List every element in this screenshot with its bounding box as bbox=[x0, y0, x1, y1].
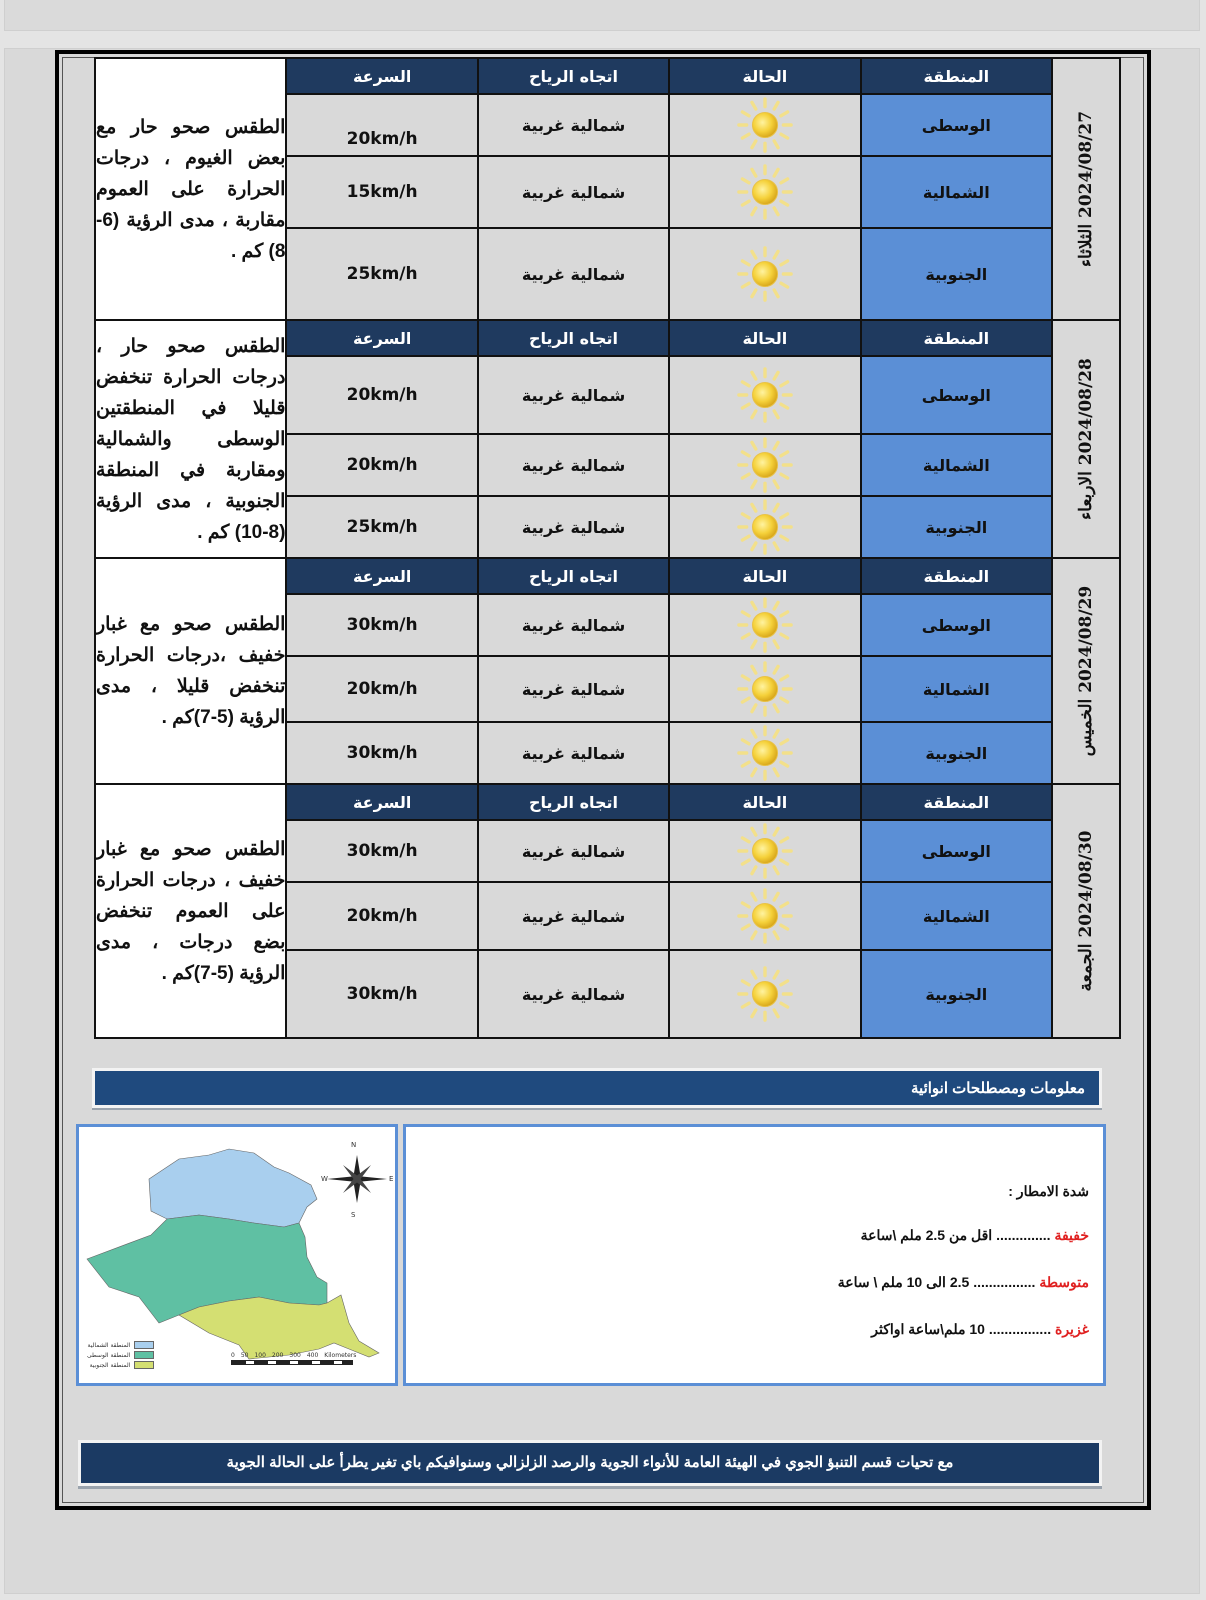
condition-cell bbox=[669, 722, 860, 784]
footer-greeting: مع تحيات قسم التنبؤ الجوي في الهيئة العامة للأنواء الجوية والرصد الزلزالي وسنوافيكم باي تغير يطرأ على الحالة الجوية bbox=[78, 1440, 1102, 1486]
forecast-date: 2024/08/29 bbox=[1076, 585, 1096, 693]
wind-direction: شمالية غربية bbox=[478, 594, 669, 656]
wind-direction: شمالية غربية bbox=[478, 882, 669, 950]
header-wind-direction: اتجاه الرياح bbox=[478, 784, 669, 820]
wind-direction: شمالية غربية bbox=[478, 950, 669, 1038]
scale-label: 200 bbox=[271, 1352, 284, 1359]
wind-speed: 20km/h bbox=[286, 882, 477, 950]
condition-cell bbox=[669, 356, 860, 434]
condition-cell bbox=[669, 434, 860, 496]
rain-level-label: متوسطة bbox=[1039, 1274, 1089, 1290]
rain-level-value: 10 ملم\ساعة اواكثر bbox=[871, 1321, 985, 1337]
region-name: الجنوبية bbox=[861, 496, 1052, 558]
wind-speed: 30km/h bbox=[286, 820, 477, 882]
wind-direction: شمالية غربية bbox=[478, 94, 669, 156]
wind-direction: شمالية غربية bbox=[478, 434, 669, 496]
forecast-description: الطقس صحو مع غبار خفيف ،درجات الحرارة تنخفض قليلا ، مدى الرؤية (5-7)كم . bbox=[95, 558, 286, 784]
condition-cell bbox=[669, 94, 860, 156]
region-name: الوسطى bbox=[861, 820, 1052, 882]
region-name: الشمالية bbox=[861, 156, 1052, 228]
sun-icon bbox=[736, 965, 794, 1023]
forecast-date: 2024/08/27 bbox=[1076, 110, 1096, 219]
condition-cell bbox=[669, 656, 860, 722]
info-section-title: معلومات ومصطلحات انوائية bbox=[92, 1068, 1102, 1108]
forecast-description: الطقس صحو حار مع بعض الغيوم ، درجات الحرارة على العموم مقاربة ، مدى الرؤية (6-8) كم . bbox=[95, 58, 286, 320]
wind-direction: شمالية غربية bbox=[478, 228, 669, 320]
header-wind-direction: اتجاه الرياح bbox=[478, 58, 669, 94]
sun-icon bbox=[736, 96, 794, 154]
rain-level-dots: ................ bbox=[973, 1274, 1036, 1290]
forecast-header-row bbox=[95, 558, 1120, 594]
header-speed: السرعة bbox=[286, 58, 477, 94]
legend-label: المنطقة الشمالية bbox=[87, 1341, 131, 1349]
day-date-cell bbox=[1052, 784, 1120, 1038]
rain-level-value: 2.5 الى 10 ملم \ ساعة bbox=[837, 1274, 970, 1290]
wind-speed: 20km/h bbox=[286, 656, 477, 722]
sun-icon bbox=[736, 724, 794, 782]
forecast-day: الخميس bbox=[1076, 698, 1096, 757]
header-speed: السرعة bbox=[286, 320, 477, 356]
wind-speed: 30km/h bbox=[286, 950, 477, 1038]
compass-rose-icon bbox=[327, 1155, 387, 1203]
rain-level-label: غزيرة bbox=[1054, 1321, 1089, 1337]
map-region-north bbox=[149, 1149, 317, 1227]
forecast-header-row bbox=[95, 58, 1120, 94]
scale-label: 0 bbox=[231, 1352, 235, 1359]
wind-speed: 15km/h bbox=[286, 156, 477, 228]
region-name: الشمالية bbox=[861, 882, 1052, 950]
region-name: الشمالية bbox=[861, 434, 1052, 496]
region-name: الجنوبية bbox=[861, 228, 1052, 320]
scale-label: 300 bbox=[289, 1352, 301, 1359]
day-date-cell bbox=[1052, 320, 1120, 558]
rain-intensity-title: شدة الامطار : bbox=[1008, 1183, 1089, 1199]
header-region: المنطقة bbox=[861, 58, 1052, 94]
rain-level-dots: .............. bbox=[996, 1227, 1051, 1243]
region-name: الوسطى bbox=[861, 594, 1052, 656]
condition-cell bbox=[669, 820, 860, 882]
sun-icon bbox=[736, 245, 794, 303]
condition-cell bbox=[669, 594, 860, 656]
condition-cell bbox=[669, 156, 860, 228]
day-date-cell bbox=[1052, 558, 1120, 784]
sun-icon bbox=[736, 498, 794, 556]
compass-west-label: W bbox=[321, 1175, 328, 1183]
forecast-header-row bbox=[95, 320, 1120, 356]
wind-speed: 30km/h bbox=[286, 594, 477, 656]
region-name: الوسطى bbox=[861, 356, 1052, 434]
legend-item-central bbox=[87, 1351, 154, 1359]
forecast-header-row bbox=[95, 784, 1120, 820]
sun-icon bbox=[736, 163, 794, 221]
compass-north-label: N bbox=[351, 1141, 357, 1149]
forecast-description: الطقس صحو حار ، درجات الحرارة تنخفض قليلا في المنطقتين الوسطى والشمالية ومقاربة في المنطقة الجنوبية ، مدى الرؤية (8-10) كم . bbox=[95, 320, 286, 558]
region-name: الجنوبية bbox=[861, 722, 1052, 784]
legend-item-south bbox=[87, 1361, 154, 1369]
region-name: الوسطى bbox=[861, 94, 1052, 156]
wind-speed: 20km/h bbox=[286, 356, 477, 434]
header-condition: الحالة bbox=[669, 558, 860, 594]
sun-icon bbox=[736, 366, 794, 424]
header-speed: السرعة bbox=[286, 784, 477, 820]
compass-south-label: S bbox=[351, 1211, 356, 1219]
wind-direction: شمالية غربية bbox=[478, 820, 669, 882]
wind-speed: 20km/h bbox=[286, 434, 477, 496]
legend-item-north bbox=[87, 1341, 154, 1349]
forecast-table bbox=[94, 57, 1121, 1039]
condition-cell bbox=[669, 882, 860, 950]
scale-label: 50 bbox=[240, 1352, 249, 1359]
region-name: الشمالية bbox=[861, 656, 1052, 722]
forecast-day: الجمعة bbox=[1076, 943, 1096, 992]
wind-speed: 25km/h bbox=[286, 496, 477, 558]
rain-level-value: اقل من 2.5 ملم \ساعة bbox=[860, 1227, 993, 1243]
header-region: المنطقة bbox=[861, 320, 1052, 356]
sun-icon bbox=[736, 436, 794, 494]
forecast-date: 2024/08/28 bbox=[1076, 358, 1096, 466]
header-condition: الحالة bbox=[669, 320, 860, 356]
forecast-description: الطقس صحو مع غبار خفيف ، درجات الحرارة على العموم تنخفض بضع درجات ، مدى الرؤية (5-7)كم . bbox=[95, 784, 286, 1038]
legend-label: المنطقة الجنوبية bbox=[89, 1361, 131, 1369]
wind-speed: 20km/h bbox=[286, 94, 477, 156]
rain-intensity-box bbox=[403, 1124, 1106, 1386]
header-speed: السرعة bbox=[286, 558, 477, 594]
rain-level-light bbox=[861, 1227, 1089, 1244]
condition-cell bbox=[669, 496, 860, 558]
wind-direction: شمالية غربية bbox=[478, 722, 669, 784]
compass-east-label: E bbox=[389, 1175, 394, 1183]
condition-cell bbox=[669, 950, 860, 1038]
header-wind-direction: اتجاه الرياح bbox=[478, 558, 669, 594]
sun-icon bbox=[736, 887, 794, 945]
forecast-day: الثلاثاء bbox=[1076, 223, 1096, 268]
header-region: المنطقة bbox=[861, 558, 1052, 594]
header-condition: الحالة bbox=[669, 784, 860, 820]
map-scale-bar bbox=[231, 1352, 362, 1365]
wind-direction: شمالية غربية bbox=[478, 156, 669, 228]
wind-direction: شمالية غربية bbox=[478, 496, 669, 558]
rain-level-moderate bbox=[838, 1274, 1089, 1291]
sun-icon bbox=[736, 596, 794, 654]
rain-level-dots: ................ bbox=[988, 1321, 1052, 1337]
condition-cell bbox=[669, 228, 860, 320]
wind-speed: 30km/h bbox=[286, 722, 477, 784]
sun-icon bbox=[736, 822, 794, 880]
scale-label: 100 bbox=[254, 1352, 266, 1359]
wind-direction: شمالية غربية bbox=[478, 356, 669, 434]
previous-page-edge bbox=[4, 0, 1200, 31]
legend-label: المنطقة الوسطى bbox=[87, 1351, 131, 1359]
day-date-cell bbox=[1052, 58, 1120, 320]
header-wind-direction: اتجاه الرياح bbox=[478, 320, 669, 356]
wind-direction: شمالية غربية bbox=[478, 656, 669, 722]
iraq-regions-map bbox=[76, 1124, 398, 1386]
region-name: الجنوبية bbox=[861, 950, 1052, 1038]
rain-level-label: خفيفة bbox=[1054, 1227, 1089, 1243]
forecast-day: الاربعاء bbox=[1076, 471, 1096, 520]
header-region: المنطقة bbox=[861, 784, 1052, 820]
sun-icon bbox=[736, 660, 794, 718]
scale-bar-graphic bbox=[231, 1360, 353, 1365]
rain-level-heavy bbox=[871, 1321, 1089, 1338]
wind-speed: 25km/h bbox=[286, 228, 477, 320]
header-condition: الحالة bbox=[669, 58, 860, 94]
scale-label: Kilometers bbox=[324, 1352, 357, 1359]
scale-label: 400 bbox=[306, 1352, 319, 1359]
map-legend bbox=[87, 1339, 154, 1369]
forecast-date: 2024/08/30 bbox=[1076, 830, 1096, 938]
